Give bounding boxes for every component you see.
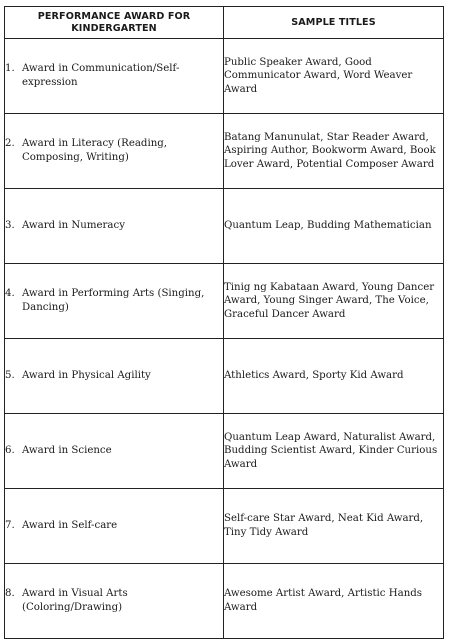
table-row [5,414,444,489]
sample-titles: Self-care Star Award, Neat Kid Award, Tiny Tidy Award [224,489,444,564]
table-row [5,264,444,339]
header-performance-award [5,7,224,39]
award-category: Award in Literacy (Reading, Composing, Writing) [22,138,168,163]
sample-titles: Tinig ng Kabataan Award, Young Dancer Award, Young Singer Award, The Voice, Graceful Dancer Award [224,264,444,339]
award-category-cell [5,339,224,414]
award-category: Award in Performing Arts (Singing, Dancing) [22,288,205,313]
table-header-row [5,7,444,39]
award-category: Award in Self-care [22,520,118,532]
award-category-cell [5,264,224,339]
header-performance-award-text: PERFORMANCE AWARD FOR KINDERGARTEN [37,10,191,34]
table-row [5,114,444,189]
award-category-cell [5,564,224,639]
row-number: 2. [5,138,15,150]
header-sample-titles-text: SAMPLE TITLES [291,16,376,28]
row-number: 4. [5,288,15,300]
table-row [5,489,444,564]
sample-titles: Quantum Leap Award, Naturalist Award, Budding Scientist Award, Kinder Curious Award [224,414,444,489]
table-row [5,339,444,414]
award-category-cell [5,39,224,114]
table-row [5,39,444,114]
row-number: 1. [5,63,15,75]
award-category: Award in Communication/Self-expression [22,63,180,88]
table-row [5,564,444,639]
row-number: 6. [5,445,15,457]
row-number: 8. [5,588,15,600]
header-sample-titles [224,7,444,39]
award-category: Award in Numeracy [22,220,125,232]
award-category-cell [5,189,224,264]
award-category-cell [5,114,224,189]
sample-titles: Athletics Award, Sporty Kid Award [224,339,444,414]
sample-titles: Quantum Leap, Budding Mathematician [224,189,444,264]
awards-table [4,6,444,639]
table-row [5,189,444,264]
sample-titles: Public Speaker Award, Good Communicator Award, Word Weaver Award [224,39,444,114]
row-number: 5. [5,370,15,382]
sample-titles: Batang Manunulat, Star Reader Award, Aspiring Author, Bookworm Award, Book Lover Award, Potential Composer Award [224,114,444,189]
row-number: 7. [5,520,15,532]
award-category: Award in Science [22,445,112,457]
sample-titles: Awesome Artist Award, Artistic Hands Award [224,564,444,639]
award-category-cell [5,489,224,564]
award-category: Award in Visual Arts (Coloring/Drawing) [22,588,128,613]
row-number: 3. [5,220,15,232]
award-category-cell [5,414,224,489]
award-category: Award in Physical Agility [22,370,151,382]
